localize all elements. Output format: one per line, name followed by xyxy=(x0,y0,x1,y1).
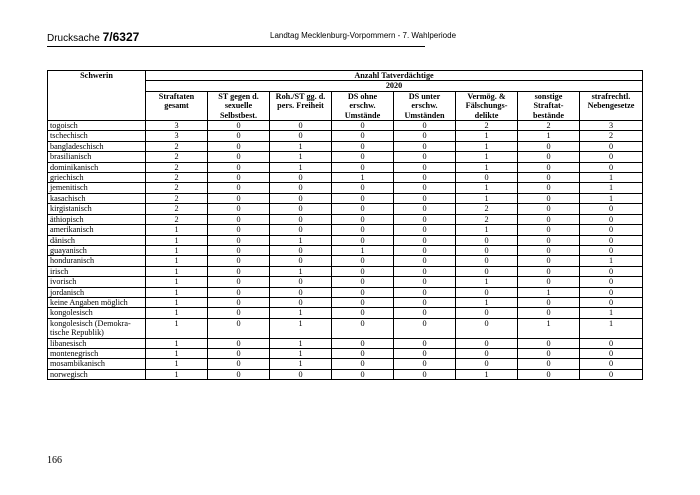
table-row xyxy=(48,141,643,151)
value-cell: 0 xyxy=(208,225,270,235)
value-cell: 0 xyxy=(394,266,456,276)
value-cell: 0 xyxy=(580,214,643,224)
value-cell: 0 xyxy=(270,214,332,224)
value-cell: 0 xyxy=(208,183,270,193)
value-cell: 0 xyxy=(332,369,394,379)
value-cell: 0 xyxy=(580,297,643,307)
value-cell: 0 xyxy=(208,173,270,183)
value-cell: 0 xyxy=(208,152,270,162)
value-cell: 0 xyxy=(580,266,643,276)
value-cell: 1 xyxy=(518,318,580,338)
value-cell: 1 xyxy=(270,318,332,338)
value-cell: 0 xyxy=(394,359,456,369)
value-cell: 0 xyxy=(270,121,332,131)
value-cell: 2 xyxy=(146,162,208,172)
table-body xyxy=(48,121,643,380)
value-cell: 0 xyxy=(332,152,394,162)
table-row xyxy=(48,214,643,224)
value-cell: 2 xyxy=(518,121,580,131)
nationality-cell: kirgistanisch xyxy=(48,204,146,214)
parliament-title: Landtag Mecklenburg-Vorpommern - 7. Wahlperiode xyxy=(270,31,457,40)
value-cell: 1 xyxy=(456,131,518,141)
column-header: strafrechtl. Nebengesetze xyxy=(580,91,643,120)
value-cell: 2 xyxy=(146,214,208,224)
value-cell: 2 xyxy=(580,131,643,141)
column-header: DS ohne erschw. Umstände xyxy=(332,91,394,120)
value-cell: 0 xyxy=(518,162,580,172)
value-cell: 1 xyxy=(146,369,208,379)
nationality-cell: brasilianisch xyxy=(48,152,146,162)
value-cell: 1 xyxy=(146,225,208,235)
value-cell: 0 xyxy=(208,214,270,224)
value-cell: 0 xyxy=(518,141,580,151)
nationality-cell: dänisch xyxy=(48,235,146,245)
value-cell: 0 xyxy=(332,338,394,348)
value-cell: 0 xyxy=(518,193,580,203)
nationality-cell: bangladeschisch xyxy=(48,141,146,151)
value-cell: 0 xyxy=(518,152,580,162)
value-cell: 0 xyxy=(394,245,456,255)
value-cell: 0 xyxy=(332,266,394,276)
value-cell: 1 xyxy=(270,162,332,172)
value-cell: 0 xyxy=(394,214,456,224)
value-cell: 0 xyxy=(394,308,456,318)
value-cell: 0 xyxy=(580,338,643,348)
value-cell: 0 xyxy=(456,308,518,318)
nationality-cell: dominikanisch xyxy=(48,162,146,172)
value-cell: 0 xyxy=(208,131,270,141)
column-header: Vermög. & Fälschungs-delikte xyxy=(456,91,518,120)
value-cell: 1 xyxy=(518,287,580,297)
table-row xyxy=(48,369,643,379)
value-cell: 1 xyxy=(580,173,643,183)
nationality-cell: ivorisch xyxy=(48,277,146,287)
nationality-cell: amerikanisch xyxy=(48,225,146,235)
value-cell: 0 xyxy=(332,277,394,287)
column-header: Straftaten gesamt xyxy=(146,91,208,120)
value-cell: 0 xyxy=(580,225,643,235)
value-cell: 0 xyxy=(580,245,643,255)
value-cell: 0 xyxy=(270,204,332,214)
document-number xyxy=(47,30,139,44)
header-rule xyxy=(47,46,425,47)
value-cell: 1 xyxy=(456,277,518,287)
value-cell: 0 xyxy=(208,297,270,307)
value-cell: 2 xyxy=(456,204,518,214)
nationality-cell: jordanisch xyxy=(48,287,146,297)
value-cell: 0 xyxy=(456,256,518,266)
table-row xyxy=(48,308,643,318)
value-cell: 0 xyxy=(394,141,456,151)
nationality-cell: honduranisch xyxy=(48,256,146,266)
value-cell: 2 xyxy=(146,193,208,203)
value-cell: 1 xyxy=(456,162,518,172)
table-row xyxy=(48,277,643,287)
drucksache-label: Drucksache xyxy=(47,33,100,44)
value-cell: 0 xyxy=(270,225,332,235)
value-cell: 0 xyxy=(580,277,643,287)
group-title: Anzahl Tatverdächtige xyxy=(146,71,643,81)
value-cell: 3 xyxy=(146,131,208,141)
value-cell: 0 xyxy=(518,245,580,255)
value-cell: 0 xyxy=(456,266,518,276)
value-cell: 1 xyxy=(146,256,208,266)
value-cell: 0 xyxy=(208,235,270,245)
value-cell: 0 xyxy=(208,348,270,358)
table-row xyxy=(48,173,643,183)
value-cell: 0 xyxy=(208,204,270,214)
value-cell: 1 xyxy=(332,245,394,255)
value-cell: 0 xyxy=(580,287,643,297)
value-cell: 0 xyxy=(332,359,394,369)
value-cell: 0 xyxy=(332,287,394,297)
value-cell: 0 xyxy=(270,277,332,287)
value-cell: 0 xyxy=(208,266,270,276)
value-cell: 0 xyxy=(208,245,270,255)
value-cell: 2 xyxy=(146,183,208,193)
value-cell: 1 xyxy=(146,245,208,255)
value-cell: 0 xyxy=(270,287,332,297)
column-header: DS unter erschw. Umständen xyxy=(394,91,456,120)
nationality-cell: kasachisch xyxy=(48,193,146,203)
value-cell: 0 xyxy=(208,287,270,297)
value-cell: 0 xyxy=(394,204,456,214)
value-cell: 0 xyxy=(332,204,394,214)
value-cell: 0 xyxy=(456,245,518,255)
value-cell: 0 xyxy=(580,204,643,214)
column-header: sonstige Straftat-bestände xyxy=(518,91,580,120)
value-cell: 2 xyxy=(456,214,518,224)
value-cell: 0 xyxy=(456,338,518,348)
value-cell: 1 xyxy=(270,308,332,318)
value-cell: 1 xyxy=(580,256,643,266)
value-cell: 0 xyxy=(394,277,456,287)
value-cell: 0 xyxy=(518,359,580,369)
value-cell: 0 xyxy=(394,121,456,131)
value-cell: 0 xyxy=(580,152,643,162)
value-cell: 0 xyxy=(580,235,643,245)
table-row xyxy=(48,297,643,307)
value-cell: 2 xyxy=(146,141,208,151)
value-cell: 1 xyxy=(456,141,518,151)
value-cell: 0 xyxy=(518,235,580,245)
nationality-cell: äthiopisch xyxy=(48,214,146,224)
value-cell: 0 xyxy=(580,162,643,172)
value-cell: 0 xyxy=(208,369,270,379)
value-cell: 0 xyxy=(518,266,580,276)
value-cell: 0 xyxy=(518,277,580,287)
value-cell: 0 xyxy=(332,214,394,224)
value-cell: 1 xyxy=(146,235,208,245)
value-cell: 3 xyxy=(146,121,208,131)
value-cell: 0 xyxy=(394,338,456,348)
nationality-cell: montenegrisch xyxy=(48,348,146,358)
value-cell: 1 xyxy=(580,183,643,193)
nationality-cell: togoisch xyxy=(48,121,146,131)
value-cell: 0 xyxy=(270,256,332,266)
nationality-cell: griechisch xyxy=(48,173,146,183)
value-cell: 0 xyxy=(208,308,270,318)
table-row xyxy=(48,318,643,338)
value-cell: 3 xyxy=(580,121,643,131)
value-cell: 0 xyxy=(208,193,270,203)
value-cell: 0 xyxy=(518,214,580,224)
value-cell: 0 xyxy=(332,225,394,235)
value-cell: 0 xyxy=(518,338,580,348)
value-cell: 1 xyxy=(146,348,208,358)
table-row xyxy=(48,266,643,276)
value-cell: 0 xyxy=(518,369,580,379)
value-cell: 0 xyxy=(332,162,394,172)
value-cell: 0 xyxy=(394,173,456,183)
table-row xyxy=(48,348,643,358)
table-row xyxy=(48,162,643,172)
value-cell: 2 xyxy=(146,204,208,214)
value-cell: 0 xyxy=(332,141,394,151)
value-cell: 1 xyxy=(146,297,208,307)
value-cell: 1 xyxy=(270,266,332,276)
value-cell: 0 xyxy=(456,287,518,297)
value-cell: 1 xyxy=(270,338,332,348)
value-cell: 0 xyxy=(394,256,456,266)
value-cell: 0 xyxy=(580,141,643,151)
nationality-cell: tschechisch xyxy=(48,131,146,141)
value-cell: 0 xyxy=(456,359,518,369)
drucksache-number: 7/6327 xyxy=(102,30,140,44)
value-cell: 0 xyxy=(270,131,332,141)
value-cell: 0 xyxy=(332,318,394,338)
value-cell: 0 xyxy=(332,297,394,307)
value-cell: 1 xyxy=(146,308,208,318)
value-cell: 1 xyxy=(270,152,332,162)
value-cell: 0 xyxy=(394,183,456,193)
value-cell: 1 xyxy=(332,173,394,183)
value-cell: 0 xyxy=(332,235,394,245)
table-row xyxy=(48,287,643,297)
value-cell: 0 xyxy=(208,277,270,287)
value-cell: 0 xyxy=(270,193,332,203)
value-cell: 0 xyxy=(394,369,456,379)
value-cell: 1 xyxy=(580,193,643,203)
nationality-cell: mosambikanisch xyxy=(48,359,146,369)
column-header: ST gegen d. sexuelle Selbstbest. xyxy=(208,91,270,120)
value-cell: 0 xyxy=(394,297,456,307)
value-cell: 1 xyxy=(270,235,332,245)
value-cell: 0 xyxy=(208,162,270,172)
value-cell: 0 xyxy=(270,297,332,307)
value-cell: 0 xyxy=(518,204,580,214)
value-cell: 0 xyxy=(332,193,394,203)
value-cell: 1 xyxy=(456,183,518,193)
value-cell: 1 xyxy=(580,318,643,338)
value-cell: 1 xyxy=(456,297,518,307)
table-row xyxy=(48,235,643,245)
nationality-cell: kongolesisch xyxy=(48,308,146,318)
value-cell: 0 xyxy=(456,318,518,338)
table-row xyxy=(48,121,643,131)
table-row xyxy=(48,193,643,203)
table-row xyxy=(48,131,643,141)
nationality-cell: irisch xyxy=(48,266,146,276)
value-cell: 0 xyxy=(332,131,394,141)
column-header: Roh./ST gg. d. pers. Freiheit xyxy=(270,91,332,120)
value-cell: 1 xyxy=(518,131,580,141)
value-cell: 0 xyxy=(394,162,456,172)
value-cell: 1 xyxy=(146,266,208,276)
value-cell: 1 xyxy=(456,193,518,203)
value-cell: 0 xyxy=(456,173,518,183)
value-cell: 0 xyxy=(394,131,456,141)
value-cell: 0 xyxy=(332,348,394,358)
value-cell: 2 xyxy=(146,173,208,183)
value-cell: 0 xyxy=(394,235,456,245)
value-cell: 0 xyxy=(394,318,456,338)
value-cell: 0 xyxy=(208,141,270,151)
table-row xyxy=(48,152,643,162)
value-cell: 0 xyxy=(270,369,332,379)
table-row xyxy=(48,359,643,369)
table-row xyxy=(48,204,643,214)
value-cell: 0 xyxy=(456,235,518,245)
value-cell: 0 xyxy=(518,297,580,307)
nationality-cell: libanesisch xyxy=(48,338,146,348)
value-cell: 0 xyxy=(518,348,580,358)
value-cell: 0 xyxy=(518,225,580,235)
nationality-cell: kongolesisch (Demokra-tische Republik) xyxy=(48,318,146,338)
value-cell: 0 xyxy=(208,359,270,369)
table-row xyxy=(48,225,643,235)
nationality-cell: guayanisch xyxy=(48,245,146,255)
page-number: 166 xyxy=(47,455,62,466)
value-cell: 0 xyxy=(518,308,580,318)
value-cell: 1 xyxy=(146,277,208,287)
value-cell: 1 xyxy=(146,287,208,297)
value-cell: 1 xyxy=(270,141,332,151)
value-cell: 1 xyxy=(580,308,643,318)
value-cell: 1 xyxy=(146,318,208,338)
value-cell: 0 xyxy=(394,225,456,235)
value-cell: 0 xyxy=(580,359,643,369)
value-cell: 0 xyxy=(270,245,332,255)
value-cell: 0 xyxy=(208,121,270,131)
value-cell: 0 xyxy=(270,173,332,183)
nationality-cell: norwegisch xyxy=(48,369,146,379)
value-cell: 1 xyxy=(456,152,518,162)
nationality-cell: jemenitisch xyxy=(48,183,146,193)
value-cell: 0 xyxy=(394,348,456,358)
suspects-table xyxy=(47,70,643,380)
value-cell: 0 xyxy=(580,348,643,358)
value-cell: 2 xyxy=(146,152,208,162)
table-row xyxy=(48,245,643,255)
value-cell: 2 xyxy=(456,121,518,131)
table-row xyxy=(48,338,643,348)
value-cell: 0 xyxy=(270,183,332,193)
value-cell: 0 xyxy=(208,338,270,348)
nationality-cell: keine Angaben möglich xyxy=(48,297,146,307)
value-cell: 0 xyxy=(208,318,270,338)
value-cell: 0 xyxy=(518,256,580,266)
value-cell: 0 xyxy=(394,152,456,162)
value-cell: 0 xyxy=(518,183,580,193)
value-cell: 0 xyxy=(332,256,394,266)
value-cell: 1 xyxy=(270,359,332,369)
value-cell: 0 xyxy=(456,348,518,358)
value-cell: 0 xyxy=(332,308,394,318)
value-cell: 1 xyxy=(270,348,332,358)
value-cell: 0 xyxy=(208,256,270,266)
table-row xyxy=(48,256,643,266)
year-header: 2020 xyxy=(146,81,643,91)
value-cell: 1 xyxy=(146,338,208,348)
value-cell: 0 xyxy=(394,287,456,297)
region-header: Schwerin xyxy=(48,71,146,121)
value-cell: 1 xyxy=(146,359,208,369)
value-cell: 1 xyxy=(456,225,518,235)
value-cell: 0 xyxy=(580,369,643,379)
table-row xyxy=(48,183,643,193)
value-cell: 0 xyxy=(332,121,394,131)
value-cell: 0 xyxy=(332,183,394,193)
value-cell: 0 xyxy=(394,193,456,203)
value-cell: 0 xyxy=(518,173,580,183)
value-cell: 1 xyxy=(456,369,518,379)
